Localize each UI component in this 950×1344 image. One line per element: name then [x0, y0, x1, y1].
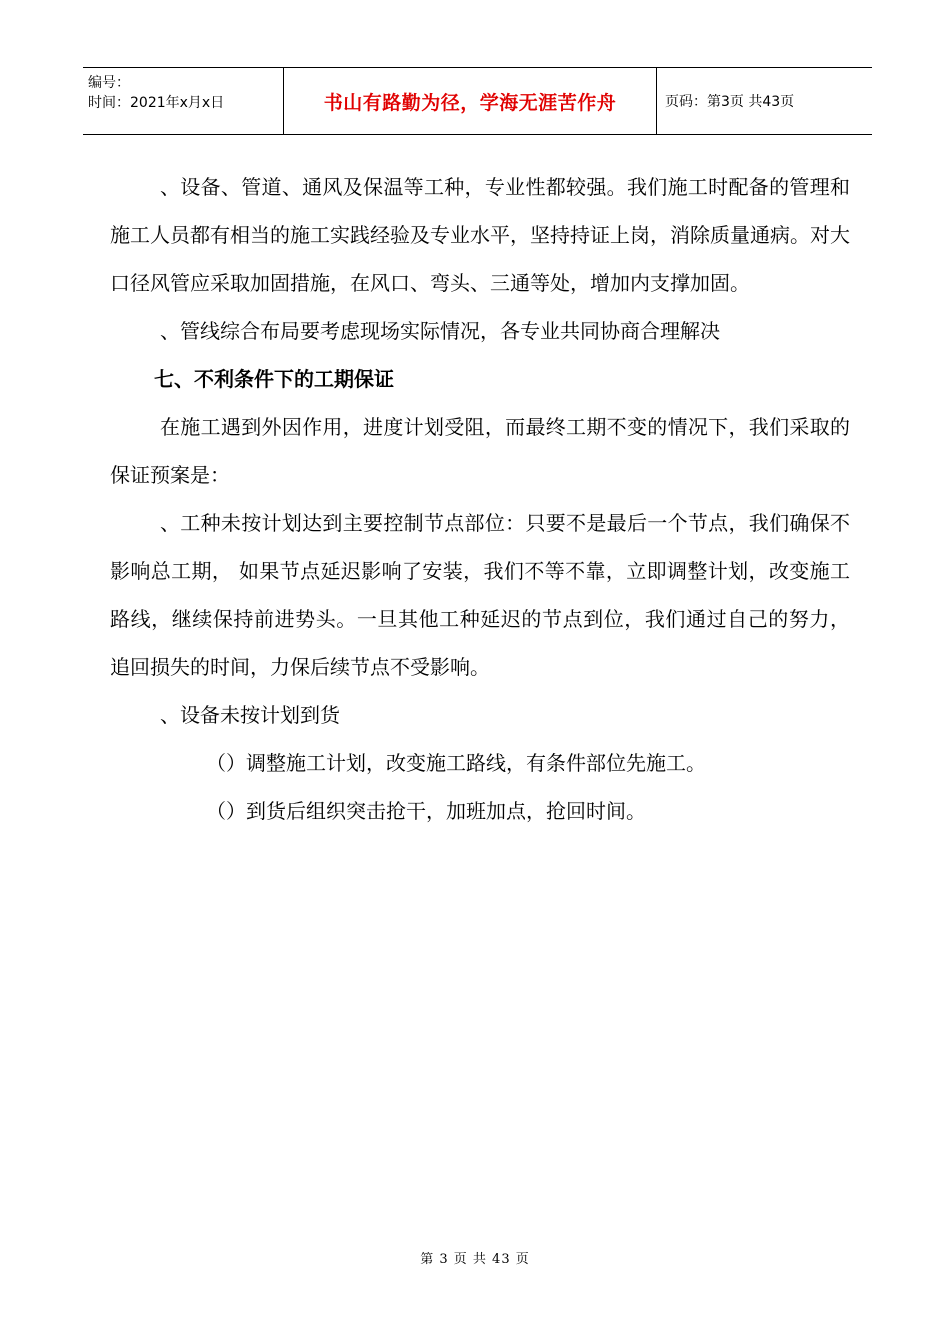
- header-meta-cell: [83, 68, 284, 134]
- paragraph-node-delay: 、工种未按计划达到主要控制节点部位：只要不是最后一个节点，我们确保不影响总工期， 如果节点延迟影响了安装，我们不等不靠，立即调整计划，改变施工路线，继续保持前进势头。一旦其他工种延迟的节点到位，我们通过自己的努力， 追回损失的时间，力保后续节点不受影响。: [110, 511, 850, 679]
- paragraph-equipment-specialty: 、设备、管道、通风及保温等工种，专业性都较强。我们施工时配备的管理和施工人员都有相当的施工实践经验及专业水平，坚持持证上岗，消除质量通病。对大口径风管应采取加固措施，在风口、弯头、三通等处，增加内支撑加固。: [110, 175, 850, 295]
- page-footer: 第 3 页 共 43 页: [420, 1252, 530, 1267]
- section-heading: 七、不利条件下的工期保证: [154, 367, 394, 391]
- paragraph-pipeline-layout: 、管线综合布局要考虑现场实际情况，各专业共同协商合理解决: [160, 319, 720, 343]
- list-item: （）到货后组织突击抢干，加班加点，抢回时间。: [206, 799, 646, 823]
- header-motto: 书山有路勤为径，学海无涯苦作舟: [284, 68, 657, 134]
- paragraph-intro: 在施工遇到外因作用，进度计划受阻，而最终工期不变的情况下，我们采取的保证预案是：: [110, 415, 850, 487]
- paragraph-equipment-delay: 、设备未按计划到货: [160, 703, 340, 727]
- list-item: （）调整施工计划，改变施工路线，有条件部位先施工。: [206, 751, 706, 775]
- number-label: 编号：: [88, 75, 130, 91]
- header-page-info: 页码：第3页 共43页: [665, 94, 795, 110]
- document-header: [83, 67, 872, 135]
- document-body: [110, 163, 850, 835]
- date-line: 时间：2021年x月x日: [88, 95, 225, 111]
